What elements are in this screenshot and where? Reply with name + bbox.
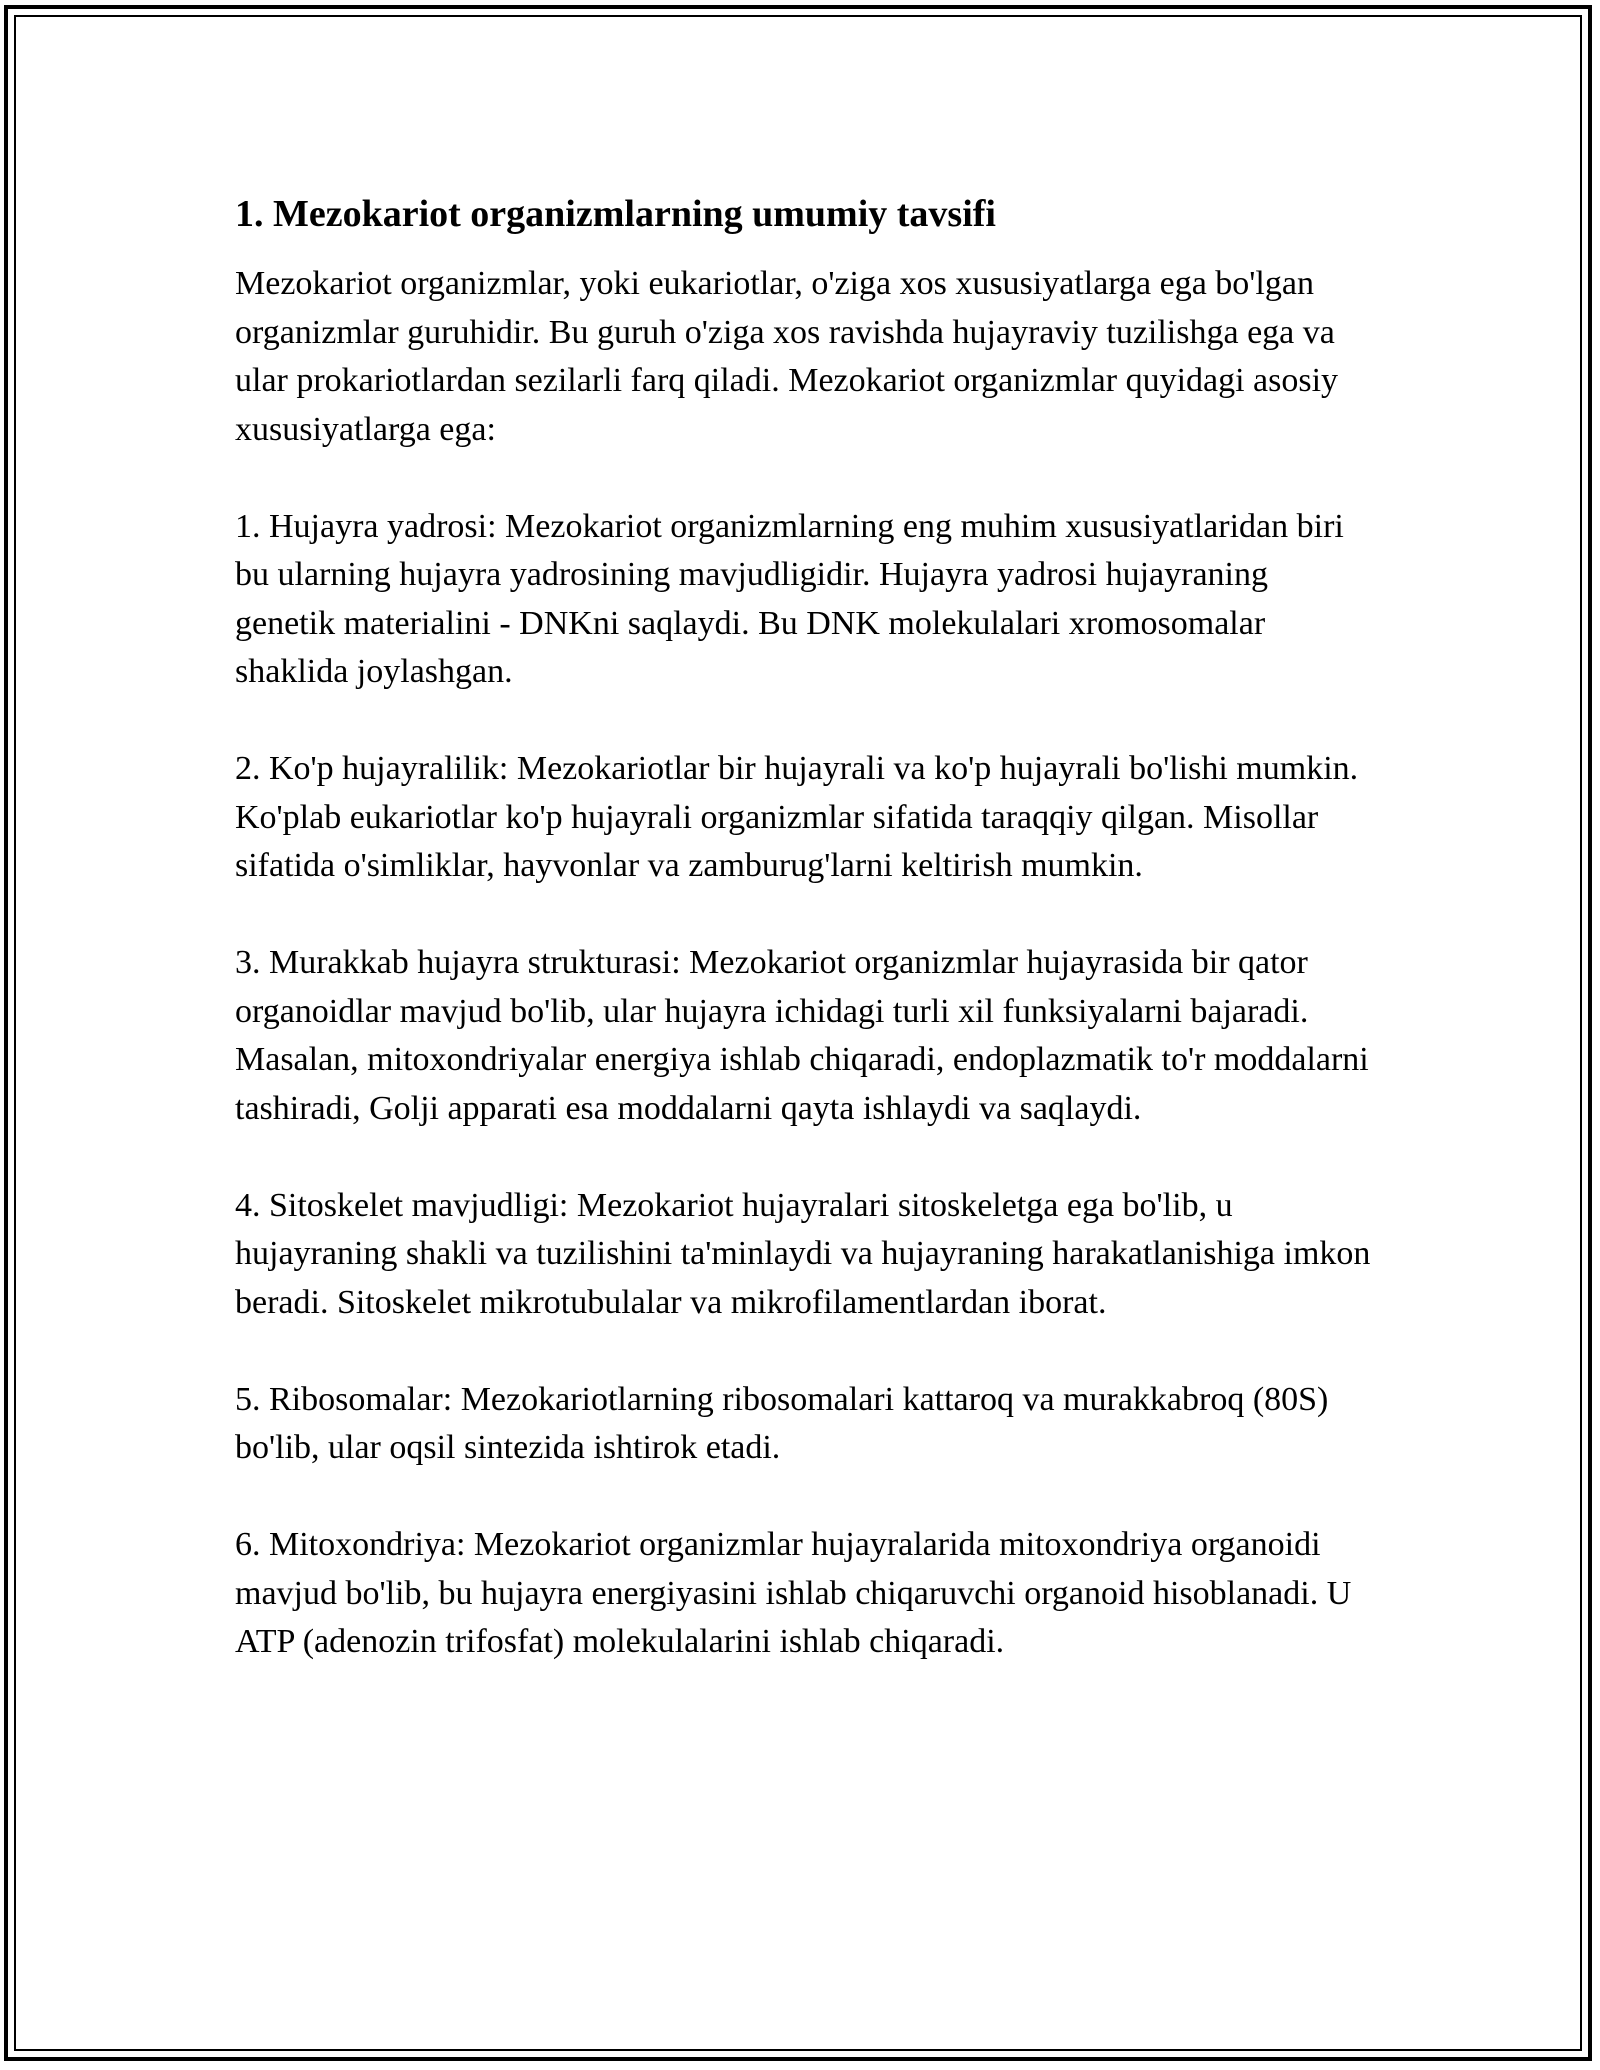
section-heading: 1. Mezokariot organizmlarning umumiy tavsifi	[235, 193, 996, 235]
paragraph-hujayra-yadrosi: 1. Hujayra yadrosi: Mezokariot organizmlarning eng muhim xususiyatlaridan biri bu ularning hujayra yadrosining mavjudligidir. Hujayra yadrosi hujayraning genetik materialini - DNKni saqlaydi. Bu DNK molekulalari xromosomalar shaklida joylashgan.	[235, 507, 1344, 690]
paragraph-sitoskelet: 4. Sitoskelet mavjudligi: Mezokariot hujayralari sitoskeletga ega bo'lib, u hujayraning shakli va tuzilishini ta'minlaydi va hujayraning harakatlanishiga imkon beradi. Sitoskelet mikrotubulalar va mikrofilamentlardan iborat.	[235, 1186, 1371, 1321]
paragraph-mitoxondriya: 6. Mitoxondriya: Mezokariot organizmlar hujayralarida mitoxondriya organoidi mavjud bo'lib, bu hujayra energiyasini ishlab chiqaruvchi organoid hisoblanadi. U ATP (adenozin trifosfat) molekulalarini ishlab chiqaradi.	[235, 1526, 1352, 1660]
intro-paragraph: Mezokariot organizmlar, yoki eukariotlar, o'ziga xos xususiyatlarga ega bo'lgan organizmlar guruhidir. Bu guruh o'ziga xos ravishda hujayraviy tuzilishga ega va ular prokariotlardan sezilarli farq qiladi. Mezokariot organizmlar quyidagi asosiy xususiyatlarga ega:	[235, 265, 1339, 448]
paragraph-kop-hujayralilik: 2. Ko'p hujayralilik: Mezokariotlar bir hujayrali va ko'p hujayrali bo'lishi mumkin. Ko'plab eukariotlar ko'p hujayrali organizmlar sifatida taraqqiy qilgan. Misollar sifatida o'simliklar, hayvonlar va zamburug'larni keltirish mumkin.	[235, 750, 1359, 884]
document-body	[235, 188, 1375, 1667]
paragraph-ribosomalar: 5. Ribosomalar: Mezokariotlarning ribosomalari kattaroq va murakkabroq (80S) bo'lib, ular oqsil sintezida ishtirok etadi.	[235, 1380, 1329, 1466]
paragraph-murakkab-hujayra: 3. Murakkab hujayra strukturasi: Mezokariot organizmlar hujayrasida bir qator organoidlar mavjud bo'lib, ular hujayra ichidagi turli xil funksiyalarni bajaradi. Masalan, mitoxondriyalar energiya ishlab chiqaradi, endoplazmatik to'r moddalarni tashiradi, Golji apparati esa moddalarni qayta ishlaydi va saqlaydi.	[235, 944, 1369, 1127]
